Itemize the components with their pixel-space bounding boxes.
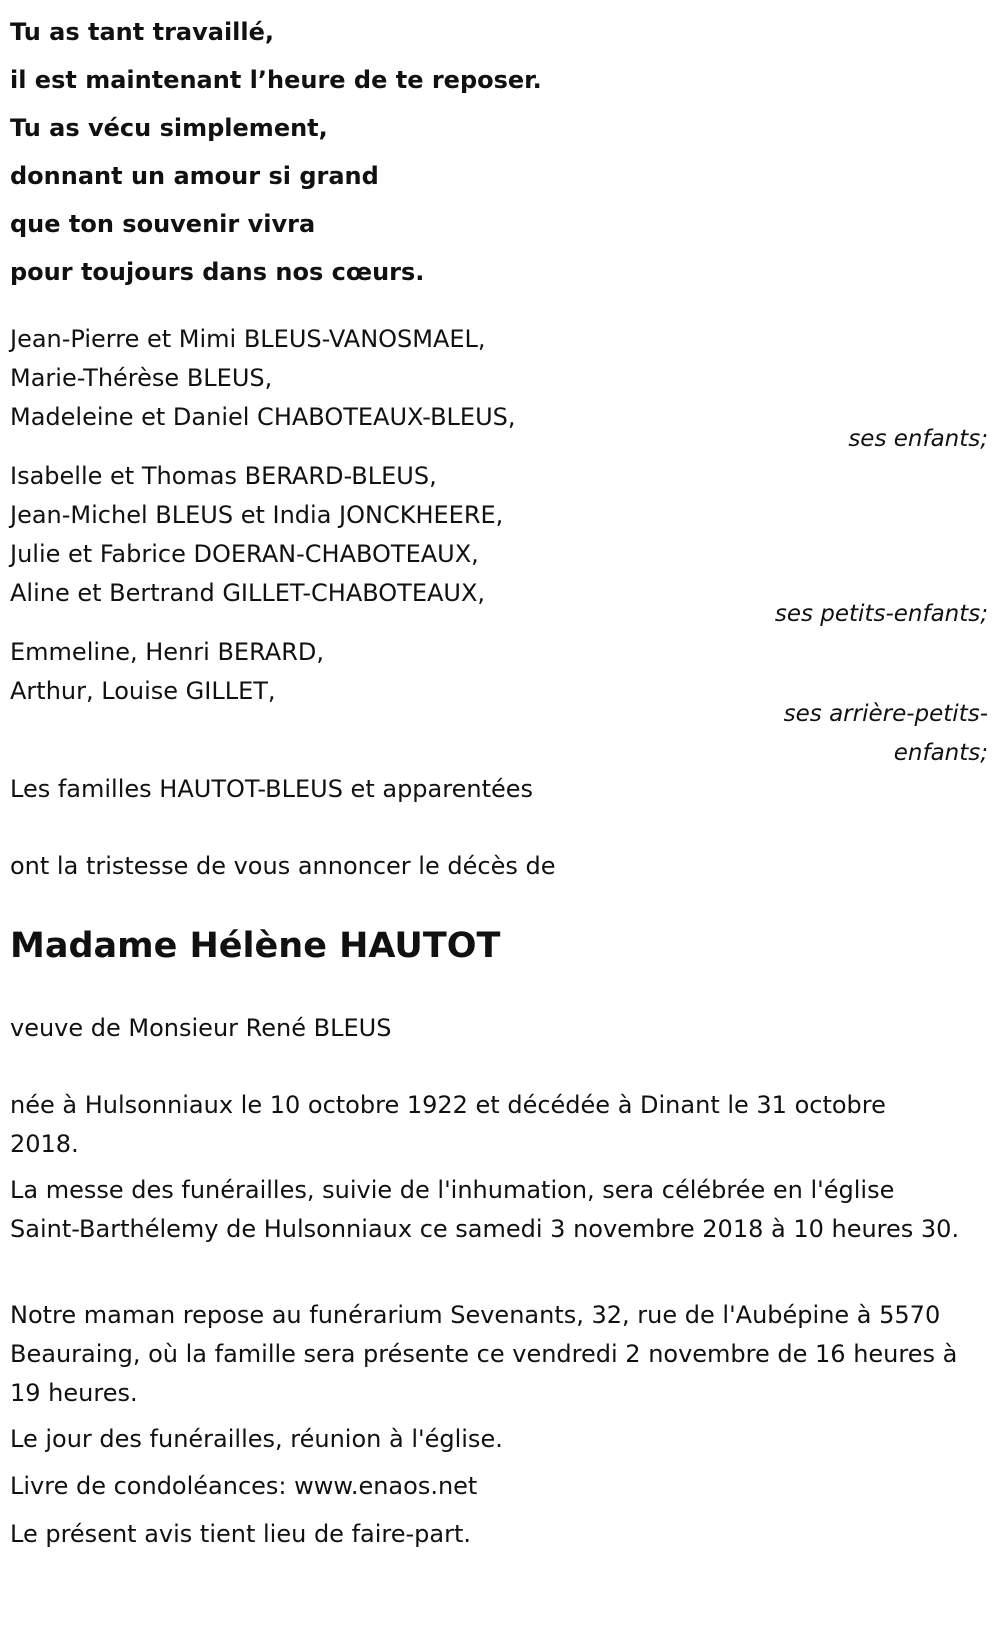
funeral-mass: La messe des funérailles, suivie de l'inhumation, sera célébrée en l'église Saint-Barthélemy de Hulsonniaux ce samedi 3 novembre 2018 à 10 heures 30.: [10, 1176, 960, 1243]
grandchild-name: Julie et Fabrice DOERAN-CHABOTEAUX,: [10, 540, 479, 568]
poem-line: que ton souvenir vivra: [10, 210, 316, 238]
funerarium: Notre maman repose au funérarium Sevenants, 32, rue de l'Aubépine à 5570 Beauraing, où la famille sera présente ce vendredi 2 novembre de 16 heures à 19 heures.: [10, 1301, 958, 1407]
great-grandchildren-names: [10, 633, 324, 711]
grandchildren-names: [10, 457, 503, 613]
deceased-name: Madame Hélène HAUTOT: [10, 926, 501, 966]
meeting: Le jour des funérailles, réunion à l'église.: [10, 1425, 503, 1453]
child-name: Madeleine et Daniel CHABOTEAUX-BLEUS,: [10, 403, 516, 431]
grandchildren-role: ses petits-enfants;: [774, 601, 988, 627]
poem-line: donnant un amour si grand: [10, 162, 379, 190]
notice: Le présent avis tient lieu de faire-part.: [10, 1520, 472, 1548]
great-grandchild-name: Emmeline, Henri BERARD,: [10, 638, 324, 666]
poem-line: pour toujours dans nos cœurs.: [10, 258, 425, 286]
poem-line: Tu as vécu simplement,: [10, 114, 328, 142]
birth-death: née à Hulsonniaux le 10 octobre 1922 et décédée à Dinant le 31 octobre 2018.: [10, 1091, 886, 1158]
child-name: Marie-Thérèse BLEUS,: [10, 364, 273, 392]
grandchild-name: Isabelle et Thomas BERARD-BLEUS,: [10, 462, 437, 490]
announcement: [10, 847, 555, 886]
grandchild-name: Aline et Bertrand GILLET-CHABOTEAUX,: [10, 579, 486, 607]
families-text: Les familles HAUTOT-BLEUS et apparentées: [10, 775, 534, 803]
poem: [10, 8, 542, 296]
children-names: [10, 320, 516, 437]
great-grandchild-name: Arthur, Louise GILLET,: [10, 677, 276, 705]
poem-line: Tu as tant travaillé,: [10, 18, 275, 46]
children-role: ses enfants;: [848, 426, 988, 452]
widow-of: [10, 1009, 391, 1048]
condolences: Livre de condoléances: www.enaos.net: [10, 1472, 478, 1500]
families: [10, 770, 533, 809]
great-grandchildren-role: ses arrière-petits-enfants;: [783, 701, 988, 766]
child-name: Jean-Pierre et Mimi BLEUS-VANOSMAEL,: [10, 325, 486, 353]
announcement-text: ont la tristesse de vous annoncer le décès de: [10, 852, 556, 880]
poem-line: il est maintenant l’heure de te reposer.: [10, 66, 542, 94]
grandchild-name: Jean-Michel BLEUS et India JONCKHEERE,: [10, 501, 504, 529]
widow-of-text: veuve de Monsieur René BLEUS: [10, 1014, 392, 1042]
